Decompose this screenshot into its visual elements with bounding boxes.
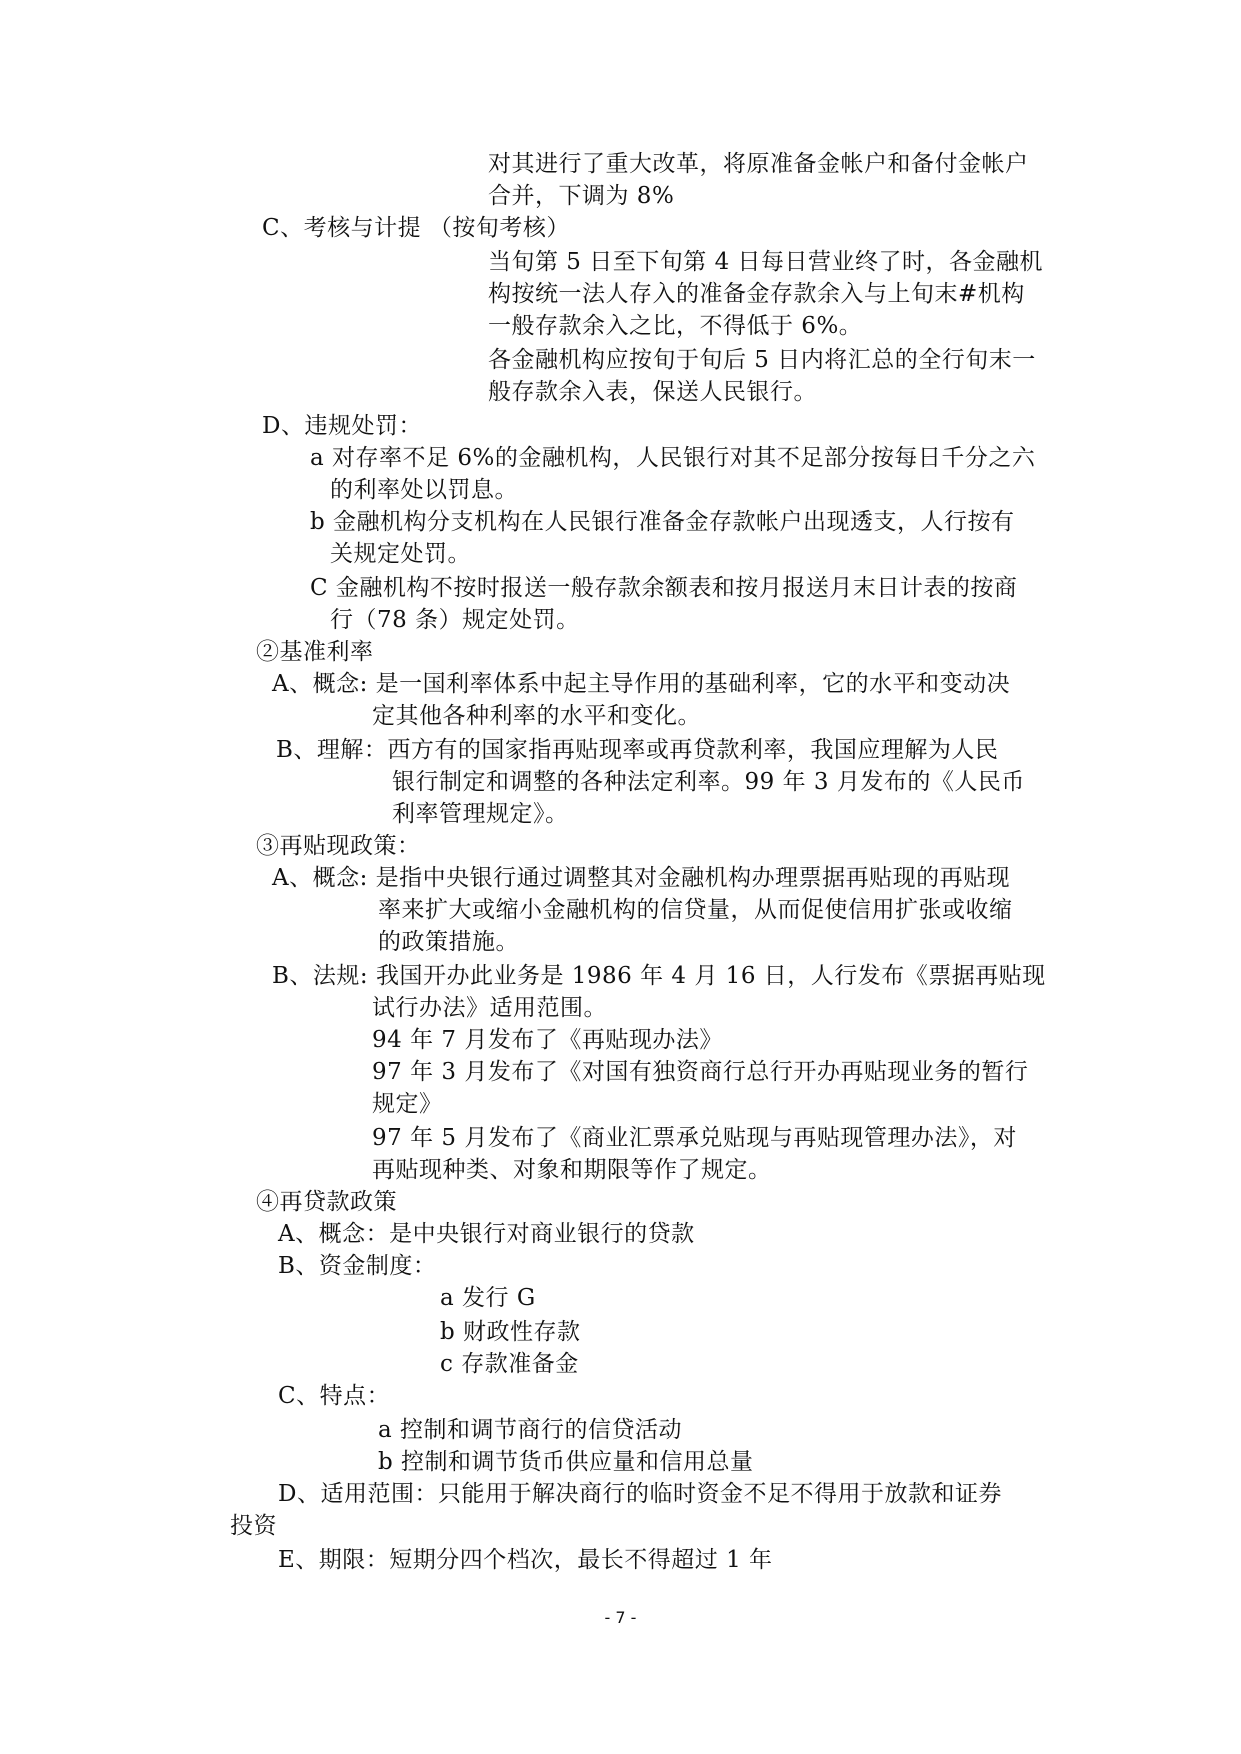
- assessment-text-line: 构按统一法人存入的准备金存款余入与上旬末#机构: [488, 281, 1025, 307]
- base-rate-heading: ②基准利率: [256, 639, 374, 665]
- base-rate-concept-line: A、概念: 是一国利率体系中起主导作用的基础利率，它的水平和变动决: [272, 671, 1011, 697]
- relending-scope-line: D、适用范围：只能用于解决商行的临时资金不足不得用于放款和证券: [278, 1481, 1002, 1507]
- reserve-intro-line: 对其进行了重大改革，将原准备金帐户和备付金帐户: [488, 151, 1029, 177]
- assessment-text-line: 一般存款余入之比，不得低于 6%。: [488, 313, 863, 339]
- rediscount-heading: ③再贴现政策：: [256, 833, 421, 859]
- penalty-item-line: 的利率处以罚息。: [330, 477, 518, 503]
- relending-funding-item: a 发行 G: [440, 1285, 536, 1311]
- base-rate-understanding-line: 利率管理规定》。: [392, 801, 569, 827]
- assessment-heading: C、考核与计提 （按旬考核）: [262, 215, 570, 241]
- penalty-heading: D、违规处罚：: [262, 413, 422, 439]
- relending-feature-item: a 控制和调节商行的信贷活动: [378, 1417, 683, 1443]
- base-rate-understanding-line: B、理解：西方有的国家指再贴现率或再贷款利率，我国应理解为人民: [276, 737, 999, 763]
- rediscount-regulation-line: 97 年 3 月发布了《对国有独资商行总行开办再贴现业务的暂行: [372, 1059, 1029, 1085]
- rediscount-regulation-line: 规定》: [372, 1091, 443, 1117]
- assessment-text-line: 当旬第 5 日至下旬第 4 日每日营业终了时，各金融机: [488, 249, 1044, 275]
- rediscount-regulation-line: 94 年 7 月发布了《再贴现办法》: [372, 1027, 723, 1053]
- relending-features-heading: C、特点：: [278, 1383, 391, 1409]
- rediscount-regulation-line: B、法规: 我国开办此业务是 1986 年 4 月 16 日，人行发布《票据再贴现: [272, 963, 1046, 989]
- base-rate-understanding-line: 银行制定和调整的各种法定利率。99 年 3 月发布的《人民币: [392, 769, 1025, 795]
- rediscount-regulation-line: 试行办法》适用范围。: [372, 995, 607, 1021]
- relending-scope-line: 投资: [230, 1513, 277, 1539]
- relending-heading: ④再贷款政策: [256, 1189, 397, 1215]
- assessment-text-line: 各金融机构应按旬于旬后 5 日内将汇总的全行旬末一: [488, 347, 1036, 373]
- relending-term: E、期限：短期分四个档次，最长不得超过 1 年: [278, 1547, 773, 1573]
- reserve-intro-line: 合并，下调为 8%: [488, 183, 675, 209]
- rediscount-concept-line: 率来扩大或缩小金融机构的信贷量，从而促使信用扩张或收缩: [378, 897, 1013, 923]
- rediscount-regulation-line: 97 年 5 月发布了《商业汇票承兑贴现与再贴现管理办法》，对: [372, 1125, 1017, 1151]
- base-rate-concept-line: 定其他各种利率的水平和变化。: [372, 703, 701, 729]
- relending-funding-item: c 存款准备金: [440, 1351, 579, 1377]
- penalty-item-line: 行（78 条）规定处罚。: [330, 607, 580, 633]
- rediscount-concept-line: 的政策措施。: [378, 929, 519, 955]
- penalty-item-line: b 金融机构分支机构在人民银行准备金存款帐户出现透支，人行按有: [310, 509, 1015, 535]
- relending-funding-heading: B、资金制度：: [278, 1253, 437, 1279]
- relending-feature-item: b 控制和调节货币供应量和信用总量: [378, 1449, 754, 1475]
- rediscount-regulation-line: 再贴现种类、对象和期限等作了规定。: [372, 1157, 772, 1183]
- penalty-item-line: a 对存率不足 6%的金融机构，人民银行对其不足部分按每日千分之六: [310, 445, 1036, 471]
- relending-concept: A、概念：是中央银行对商业银行的贷款: [278, 1221, 695, 1247]
- relending-funding-item: b 财政性存款: [440, 1319, 581, 1345]
- penalty-item-line: C 金融机构不按时报送一般存款余额表和按月报送月末日计表的按商: [310, 575, 1018, 601]
- page-number: - 7 -: [604, 1608, 637, 1627]
- assessment-text-line: 般存款余入表，保送人民银行。: [488, 379, 817, 405]
- rediscount-concept-line: A、概念: 是指中央银行通过调整其对金融机构办理票据再贴现的再贴现: [272, 865, 1011, 891]
- penalty-item-line: 关规定处罚。: [330, 541, 471, 567]
